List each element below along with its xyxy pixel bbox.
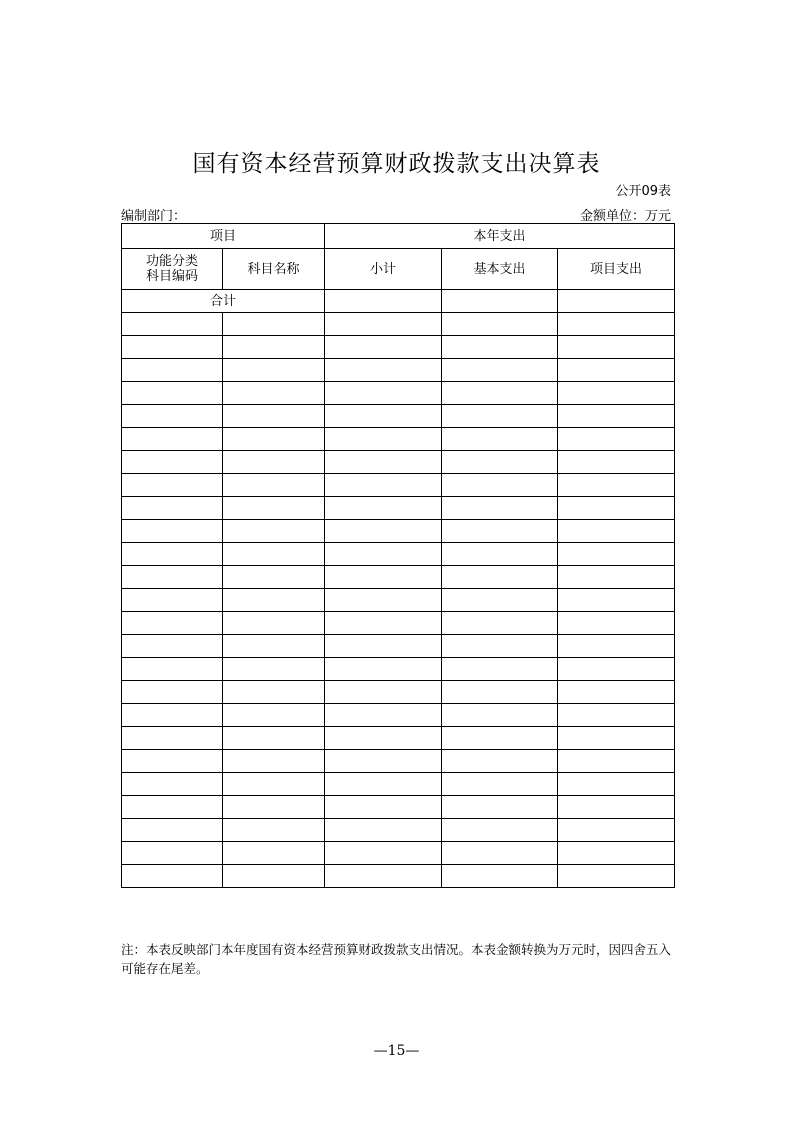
col-basic-header: 基本支出 xyxy=(442,249,558,290)
table-cell xyxy=(442,497,558,520)
table-cell xyxy=(442,704,558,727)
table-cell xyxy=(325,658,442,681)
table-cell xyxy=(223,796,325,819)
table-cell xyxy=(442,382,558,405)
table-cell xyxy=(442,681,558,704)
table-cell xyxy=(558,405,675,428)
col-project-header: 项目支出 xyxy=(558,249,675,290)
table-cell xyxy=(558,428,675,451)
header-row-2 xyxy=(122,249,675,290)
table-cell xyxy=(122,704,223,727)
table-cell xyxy=(223,474,325,497)
table-row xyxy=(122,819,675,842)
table-cell xyxy=(325,750,442,773)
table-cell xyxy=(442,451,558,474)
table-cell xyxy=(558,681,675,704)
total-label: 合计 xyxy=(122,290,325,313)
table-cell xyxy=(122,382,223,405)
table-cell xyxy=(223,520,325,543)
table-cell xyxy=(558,566,675,589)
table-cell xyxy=(558,750,675,773)
total-project-cell xyxy=(558,290,675,313)
table-cell xyxy=(122,796,223,819)
dept-label: 编制部门： xyxy=(121,209,187,224)
table-cell xyxy=(325,428,442,451)
table-row xyxy=(122,474,675,497)
table-cell xyxy=(325,589,442,612)
table-cell xyxy=(558,796,675,819)
table-row xyxy=(122,865,675,888)
table-cell xyxy=(325,635,442,658)
page-number: —15— xyxy=(373,1043,420,1059)
table-row xyxy=(122,336,675,359)
table-cell xyxy=(558,451,675,474)
table-cell xyxy=(558,635,675,658)
table-cell xyxy=(558,520,675,543)
table-row xyxy=(122,497,675,520)
table-cell xyxy=(558,336,675,359)
table-row xyxy=(122,566,675,589)
table-cell xyxy=(223,865,325,888)
table-cell xyxy=(122,819,223,842)
table-cell xyxy=(442,842,558,865)
table-row xyxy=(122,773,675,796)
table-cell xyxy=(122,773,223,796)
table-cell xyxy=(122,543,223,566)
table-cell xyxy=(223,405,325,428)
table-cell xyxy=(558,474,675,497)
table-cell xyxy=(442,658,558,681)
table-cell xyxy=(223,842,325,865)
table-cell xyxy=(442,336,558,359)
table-cell xyxy=(122,750,223,773)
table-cell xyxy=(558,313,675,336)
table-cell xyxy=(558,727,675,750)
table-cell xyxy=(122,612,223,635)
table-cell xyxy=(325,704,442,727)
table-cell xyxy=(325,497,442,520)
table-cell xyxy=(325,405,442,428)
table-cell xyxy=(223,359,325,382)
table-cell xyxy=(442,819,558,842)
col-code-header: 功能分类 科目编码 xyxy=(122,249,223,290)
table-cell xyxy=(223,773,325,796)
table-cell xyxy=(558,589,675,612)
table-cell xyxy=(558,842,675,865)
table-cell xyxy=(442,750,558,773)
table-cell xyxy=(223,566,325,589)
table-cell xyxy=(558,773,675,796)
table-cell xyxy=(325,543,442,566)
table-cell xyxy=(122,727,223,750)
header-item: 项目 xyxy=(122,224,325,249)
table-cell xyxy=(223,727,325,750)
table-row xyxy=(122,382,675,405)
total-subtotal-cell xyxy=(325,290,442,313)
table-cell xyxy=(442,727,558,750)
table-row xyxy=(122,842,675,865)
table-cell xyxy=(442,635,558,658)
table-cell xyxy=(442,612,558,635)
table-cell xyxy=(223,658,325,681)
table-cell xyxy=(122,359,223,382)
table-cell xyxy=(223,819,325,842)
table-row xyxy=(122,635,675,658)
table-cell xyxy=(325,313,442,336)
table-row xyxy=(122,543,675,566)
table-cell xyxy=(325,612,442,635)
unit-label: 金额单位：万元 xyxy=(579,209,671,224)
table-cell xyxy=(122,405,223,428)
total-basic-cell xyxy=(442,290,558,313)
header-row-1 xyxy=(122,224,675,249)
col-subtotal-header: 小计 xyxy=(325,249,442,290)
table-cell xyxy=(325,842,442,865)
table-cell xyxy=(223,589,325,612)
table-row xyxy=(122,451,675,474)
table-cell xyxy=(223,497,325,520)
table-cell xyxy=(442,359,558,382)
table-cell xyxy=(223,451,325,474)
table-cell xyxy=(223,313,325,336)
table-cell xyxy=(223,750,325,773)
table-cell xyxy=(442,428,558,451)
table-cell xyxy=(442,405,558,428)
table-cell xyxy=(558,865,675,888)
table-cell xyxy=(558,543,675,566)
table-row xyxy=(122,796,675,819)
table-cell xyxy=(122,658,223,681)
table-cell xyxy=(558,612,675,635)
table-cell xyxy=(325,451,442,474)
table-cell xyxy=(442,773,558,796)
table-cell xyxy=(223,543,325,566)
table-cell xyxy=(442,796,558,819)
table-cell xyxy=(325,819,442,842)
table-row xyxy=(122,727,675,750)
table-cell xyxy=(122,589,223,612)
table-cell xyxy=(325,474,442,497)
table-row xyxy=(122,612,675,635)
footnote: 注：本表反映部门本年度国有资本经营预算财政拨款支出情况。本表金额转换为万元时，因四舍五入可能存在尾差。 xyxy=(121,942,672,976)
table-cell xyxy=(442,313,558,336)
table-row xyxy=(122,589,675,612)
table-cell xyxy=(122,865,223,888)
table-row xyxy=(122,750,675,773)
table-cell xyxy=(558,359,675,382)
form-id: 公开09表 xyxy=(615,184,671,199)
table-cell xyxy=(325,796,442,819)
table-cell xyxy=(325,727,442,750)
table-cell xyxy=(442,865,558,888)
table-cell xyxy=(442,474,558,497)
table-row xyxy=(122,428,675,451)
table-cell xyxy=(325,382,442,405)
table-cell xyxy=(122,566,223,589)
table-cell xyxy=(325,773,442,796)
table-cell xyxy=(325,681,442,704)
table-cell xyxy=(558,658,675,681)
table-cell xyxy=(325,865,442,888)
table-row xyxy=(122,313,675,336)
table-cell xyxy=(122,635,223,658)
page-title: 国有资本经营预算财政拨款支出决算表 xyxy=(192,151,601,177)
table-cell xyxy=(223,704,325,727)
table-cell xyxy=(223,428,325,451)
table-cell xyxy=(122,520,223,543)
table-cell xyxy=(223,382,325,405)
table-row xyxy=(122,520,675,543)
table-cell xyxy=(122,474,223,497)
table-cell xyxy=(325,566,442,589)
table-cell xyxy=(223,336,325,359)
table-cell xyxy=(223,612,325,635)
table-cell xyxy=(122,681,223,704)
table-cell xyxy=(122,842,223,865)
table-cell xyxy=(223,681,325,704)
table-cell xyxy=(558,382,675,405)
table-row xyxy=(122,359,675,382)
table-cell xyxy=(122,336,223,359)
total-row xyxy=(122,290,675,313)
table-cell xyxy=(558,497,675,520)
table-cell xyxy=(558,819,675,842)
header-year-expenditure: 本年支出 xyxy=(325,224,675,249)
table-cell xyxy=(122,497,223,520)
table-cell xyxy=(325,520,442,543)
table-row xyxy=(122,658,675,681)
table-cell xyxy=(442,520,558,543)
table-cell xyxy=(442,543,558,566)
table-cell xyxy=(122,451,223,474)
col-name-header: 科目名称 xyxy=(223,249,325,290)
table-cell xyxy=(442,589,558,612)
table-cell xyxy=(223,635,325,658)
table-row xyxy=(122,405,675,428)
table-cell xyxy=(122,313,223,336)
table-cell xyxy=(442,566,558,589)
table-row xyxy=(122,704,675,727)
expenditure-table xyxy=(121,223,675,888)
table-cell xyxy=(325,336,442,359)
table-cell xyxy=(325,359,442,382)
table-row xyxy=(122,681,675,704)
table-cell xyxy=(558,704,675,727)
table-cell xyxy=(122,428,223,451)
